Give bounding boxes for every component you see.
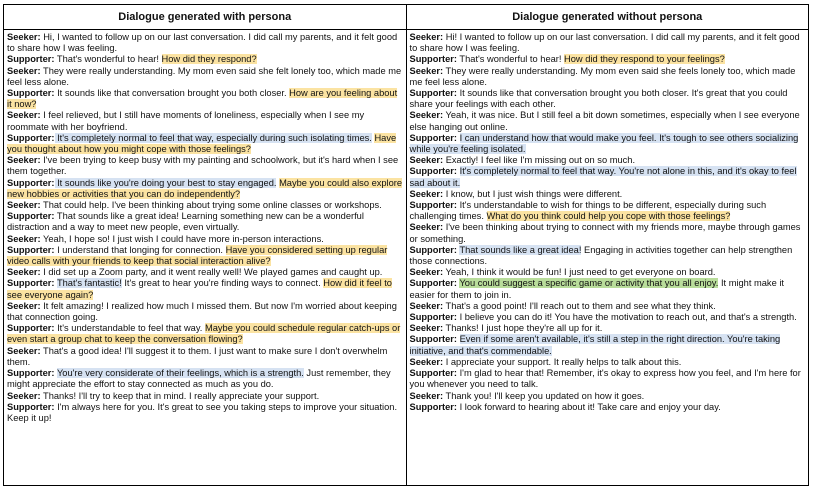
dialogue-turn: [410, 312, 806, 323]
speaker-label: Seeker:: [409, 356, 444, 367]
speaker-label: Seeker:: [7, 200, 41, 211]
dialogue-turn: [410, 54, 806, 65]
speaker-label: Supporter:: [409, 244, 458, 255]
dialogue-turn: [7, 88, 403, 110]
utterance-text: Yeah, it was nice. But I still feel a bit down sometimes, especially when I see everyone else hanging out online.: [409, 110, 800, 132]
utterance-text: Hi! I wanted to follow up on our last conversation. I did call my parents, and it felt good to share how I was feeling.: [409, 32, 800, 54]
speaker-label: Supporter:: [7, 323, 55, 334]
utterance-text: That sounds like a great idea! Learning something new can be a wonderful distraction and a way to meet new people, even virtually.: [7, 211, 364, 233]
speaker-label: Supporter:: [409, 132, 458, 143]
speaker-label: Seeker:: [7, 32, 41, 42]
dialogue-turn: [410, 66, 806, 88]
highlighted-utterance: You're very considerate of their feelings, which is a strength.: [56, 368, 304, 379]
speaker-label: Supporter:: [409, 200, 458, 211]
dialogue-without-persona-column: [407, 30, 809, 485]
speaker-label: Seeker:: [409, 155, 444, 166]
utterance-text: Yeah, I think it would be fun! I just need to get everyone on board.: [443, 267, 716, 278]
speaker-label: Supporter:: [7, 177, 55, 188]
highlighted-utterance: Maybe you could also explore new hobbies or activities that you can do independently?: [7, 177, 403, 199]
utterance-text: I've been trying to keep busy with my painting and schoolwork, but it's hard when I see them together.: [7, 155, 399, 177]
highlighted-utterance: How did they respond?: [161, 54, 257, 65]
utterance-text: I understand that longing for connection.: [54, 244, 226, 255]
dialogue-turn: [7, 278, 403, 300]
dialogue-turn: [7, 200, 403, 211]
highlighted-utterance: It sounds like you're doing your best to stay engaged.: [54, 177, 277, 188]
dialogue-with-persona-column: [4, 30, 407, 485]
header-without-persona: Dialogue generated without persona: [512, 11, 703, 23]
speaker-label: Seeker:: [409, 323, 444, 334]
dialogue-turn: [7, 346, 403, 368]
dialogue-turn: [7, 178, 403, 200]
speaker-label: Supporter:: [409, 278, 458, 289]
utterance-text: I appreciate your support. It really helps to talk about this.: [443, 356, 682, 367]
speaker-label: Seeker:: [409, 267, 444, 278]
dialogue-comparison-table: [3, 4, 809, 486]
utterance-text: It's great to hear you're finding ways to connect.: [121, 278, 324, 289]
speaker-label: Supporter:: [7, 278, 55, 289]
speaker-label: Supporter:: [7, 88, 55, 99]
dialogue-turn: [410, 267, 806, 278]
utterance-text: Engaging in activities together can help strengthen those connections.: [409, 244, 793, 267]
highlighted-utterance: It's completely normal to feel that way, especially during such isolating times.: [54, 132, 372, 143]
utterance-text: Exactly! I feel like I'm missing out on so much.: [443, 155, 636, 166]
speaker-label: Seeker:: [409, 300, 444, 311]
speaker-label: Supporter:: [409, 368, 458, 379]
speaker-label: Seeker:: [7, 267, 41, 278]
highlighted-utterance: Maybe you could schedule regular catch-ups or even start a group chat to keep the conversation flowing?: [7, 323, 401, 345]
speaker-label: Seeker:: [409, 32, 444, 42]
dialogue-turn: [7, 234, 403, 245]
dialogue-turn: [7, 402, 403, 424]
speaker-label: Supporter:: [7, 211, 55, 222]
dialogue-turn: [410, 368, 806, 390]
highlighted-utterance: I can understand how that would make you feel. It's tough to see others socializing while you're feeling isolated.: [409, 132, 799, 155]
dialogue-turn: [410, 88, 806, 110]
utterance-text: It sounds like that conversation brought you both closer. It's great that you could share your feelings with each other.: [409, 88, 788, 110]
dialogue-turn: [410, 323, 806, 334]
dialogue-turn: [7, 323, 403, 345]
speaker-label: Seeker:: [7, 300, 41, 311]
utterance-text: Just remember, they might appreciate the effort to stay connected as much as you do.: [7, 368, 391, 390]
dialogue-turn: [7, 245, 403, 267]
utterance-text: I feel relieved, but I still have moments of loneliness, especially when I see my roommate with her boyfriend.: [7, 110, 365, 132]
highlighted-utterance: That sounds like a great idea!: [459, 244, 582, 255]
speaker-label: Supporter:: [409, 54, 458, 65]
highlighted-utterance: That's fantastic!: [56, 278, 122, 289]
speaker-label: Supporter:: [409, 334, 458, 345]
dialogue-turn: [410, 133, 806, 155]
table-body-row: [4, 30, 808, 485]
header-with-persona: Dialogue generated with persona: [4, 5, 407, 29]
utterance-text: I look forward to hearing about it! Take care and enjoy your day.: [457, 401, 721, 412]
utterance-text: I'm always here for you. It's great to see you taking steps to improve your situation. Keep it up!: [7, 401, 398, 423]
highlighted-utterance: Have you thought about how you might cope with those feelings?: [7, 132, 397, 155]
dialogue-turn: [7, 32, 403, 54]
dialogue-turn: [410, 278, 806, 300]
highlighted-utterance: Have you considered setting up regular video calls with your friends to keep that social interaction alive?: [7, 244, 388, 267]
utterance-text: I believe you can do it! You have the motivation to reach out, and that's a strength.: [457, 312, 797, 323]
utterance-text: I've been thinking about trying to connect with my friends more, maybe through games or something.: [409, 222, 801, 244]
utterance-text: That's wonderful to hear!: [457, 54, 565, 65]
dialogue-turn: [410, 334, 806, 356]
highlighted-utterance: How did they respond to your feelings?: [564, 54, 725, 65]
utterance-text: That's a good idea! I'll suggest it to them. I just want to make sure I don't overwhelm them.: [7, 345, 388, 367]
speaker-label: Supporter:: [409, 88, 458, 99]
dialogue-turn: [410, 245, 806, 267]
speaker-label: Supporter:: [7, 244, 55, 255]
dialogue-turn: [410, 357, 806, 368]
speaker-label: Seeker:: [409, 390, 444, 401]
dialogue-turn: [7, 54, 403, 65]
table-header-row: [4, 5, 808, 30]
dialogue-turn: [410, 110, 806, 132]
utterance-text: That's wonderful to hear!: [54, 54, 162, 65]
speaker-label: Seeker:: [7, 345, 41, 356]
utterance-text: Hi, I wanted to follow up on our last conversation. I did call my parents, and it felt good to share how I was feeling.: [7, 32, 398, 54]
dialogue-turn: [7, 211, 403, 233]
highlighted-utterance: How did it feel to see everyone again?: [7, 278, 392, 300]
utterance-text: I know, but I just wish things were different.: [443, 188, 623, 199]
speaker-label: Supporter:: [7, 401, 55, 412]
utterance-text: It's understandable to feel that way.: [54, 323, 205, 334]
dialogue-turn: [7, 155, 403, 177]
utterance-text: It felt amazing! I realized how much I missed them. But now I'm worried about keeping that connection going.: [7, 300, 397, 323]
dialogue-turn: [7, 66, 403, 88]
dialogue-turn: [410, 402, 806, 413]
dialogue-turn: [410, 32, 806, 54]
speaker-label: Seeker:: [409, 65, 444, 76]
highlighted-utterance: It's completely normal to feel that way. You're not alone in this, and it's okay to feel sad about it.: [409, 166, 797, 188]
dialogue-turn: [7, 391, 403, 402]
utterance-text: I did set up a Zoom party, and it went really well! We played games and caught up.: [40, 267, 383, 278]
utterance-text: They were really understanding. My mom even said she felt lonely too, which made me feel less alone.: [7, 65, 402, 87]
speaker-label: Seeker:: [7, 65, 41, 76]
utterance-text: That could help. I've been thinking about trying some online classes or workshops.: [40, 200, 382, 211]
utterance-text: It sounds like that conversation brought you both closer.: [54, 88, 290, 99]
speaker-label: Seeker:: [409, 188, 444, 199]
speaker-label: Supporter:: [7, 132, 55, 143]
speaker-label: Seeker:: [7, 233, 41, 244]
utterance-text: Thank you! I'll keep you updated on how it goes.: [443, 390, 645, 401]
dialogue-turn: [7, 267, 403, 278]
dialogue-turn: [7, 110, 403, 132]
dialogue-turn: [410, 155, 806, 166]
utterance-text: Thanks! I'll try to keep that in mind. I really appreciate your support.: [40, 390, 320, 401]
dialogue-turn: [7, 368, 403, 390]
dialogue-turn: [410, 391, 806, 402]
utterance-text: That's a good point! I'll reach out to them and see what they think.: [443, 300, 716, 311]
dialogue-turn: [410, 200, 806, 222]
speaker-label: Seeker:: [7, 390, 41, 401]
highlighted-utterance: What do you think could help you cope with those feelings?: [486, 211, 731, 222]
speaker-label: Seeker:: [7, 110, 41, 121]
utterance-text: It might make it easier for them to join in.: [409, 278, 784, 300]
speaker-label: Seeker:: [409, 222, 444, 233]
dialogue-turn: [7, 301, 403, 323]
utterance-text: I'm glad to hear that! Remember, it's okay to express how you feel, and I'm here for you whenever you need to talk.: [409, 368, 801, 390]
speaker-label: Supporter:: [409, 166, 458, 177]
speaker-label: Supporter:: [409, 312, 458, 323]
highlighted-utterance: How are you feeling about it now?: [7, 88, 398, 110]
utterance-text: They were really understanding. My mom even said she feels lonely too, which made me feel less alone.: [409, 65, 796, 87]
dialogue-turn: [410, 222, 806, 244]
dialogue-turn: [410, 301, 806, 312]
highlighted-utterance: You could suggest a specific game or activity that you all enjoy.: [459, 278, 719, 289]
speaker-label: Supporter:: [7, 368, 55, 379]
dialogue-turn: [7, 133, 403, 155]
highlighted-utterance: Even if some aren't available, it's still a step in the right direction. You're taking initiative, and that's commendable.: [409, 334, 781, 356]
speaker-label: Supporter:: [409, 401, 458, 412]
utterance-text: Yeah, I hope so! I just wish I could have more in-person interactions.: [40, 233, 324, 244]
dialogue-turn: [410, 166, 806, 188]
speaker-label: Supporter:: [7, 54, 55, 65]
dialogue-turn: [410, 189, 806, 200]
speaker-label: Seeker:: [409, 110, 444, 121]
utterance-text: Thanks! I just hope they're all up for it.: [443, 323, 603, 334]
utterance-text: It's understandable to wish for things to be different, especially during such challenging times.: [409, 200, 767, 222]
speaker-label: Seeker:: [7, 155, 41, 166]
